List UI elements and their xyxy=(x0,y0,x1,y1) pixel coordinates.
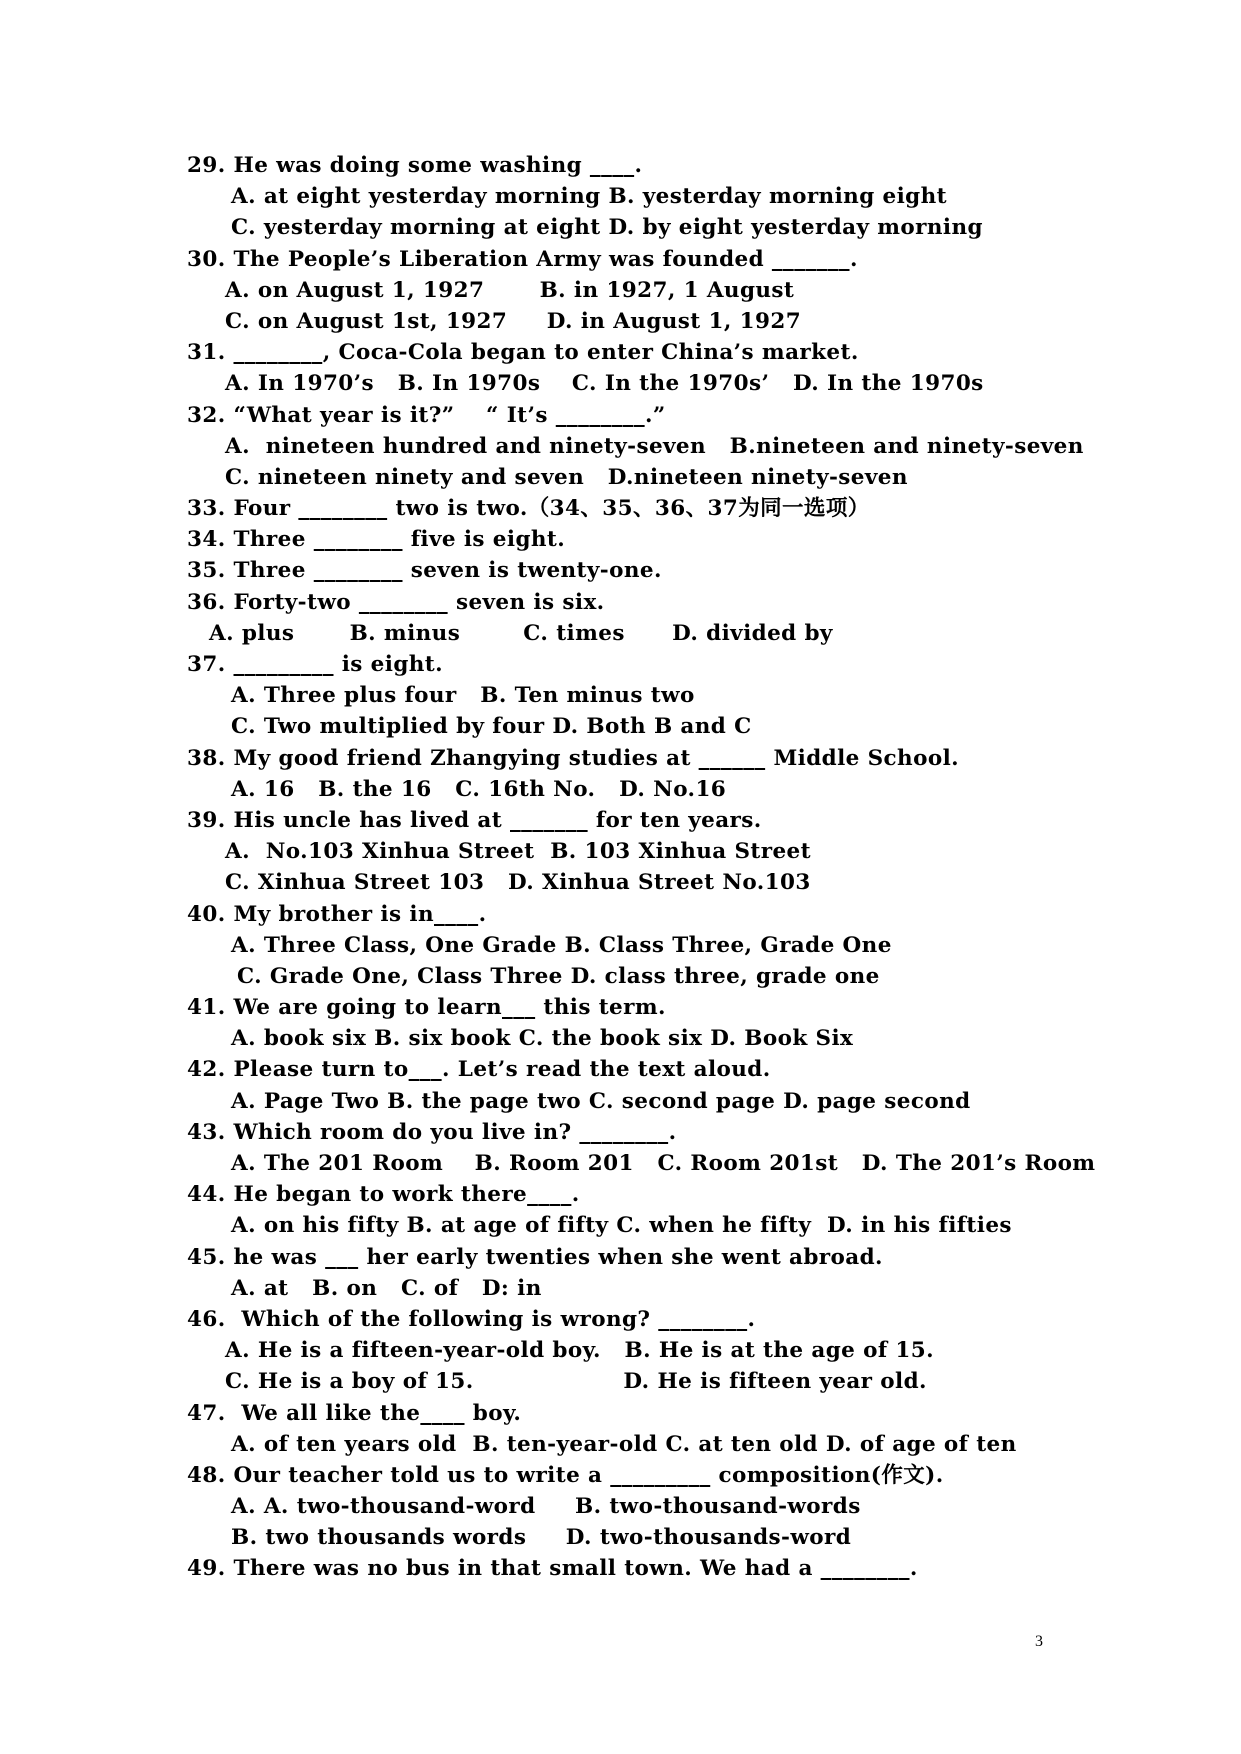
question-stem: 38. My good friend Zhangying studies at ______ Middle School. xyxy=(187,745,960,771)
question-stem: 35. Three ________ seven is twenty-one. xyxy=(187,558,662,584)
answer-options: A. Three plus four B. Ten minus two xyxy=(231,683,695,709)
answer-options: B. two thousands words D. two-thousands-word xyxy=(231,1525,852,1551)
question-stem: 31. ________, Coca-Cola began to enter China’s market. xyxy=(187,340,859,366)
question-stem: 32. “What year is it?” “ It’s ________.” xyxy=(187,402,666,428)
question-stem: 41. We are going to learn___ this term. xyxy=(187,995,666,1021)
answer-options: A. nineteen hundred and ninety-seven B.nineteen and ninety-seven xyxy=(225,433,1084,459)
answer-options: A. at eight yesterday morning B. yesterday morning eight xyxy=(231,184,947,210)
answer-options: A. on his fifty B. at age of fifty C. when he fifty D. in his fifties xyxy=(231,1213,1012,1239)
answer-options: C. Two multiplied by four D. Both B and C xyxy=(231,714,752,740)
page-number: 3 xyxy=(1035,1633,1043,1650)
answer-options: A. at B. on C. of D: in xyxy=(231,1275,542,1301)
answer-options: A. 16 B. the 16 C. 16th No. D. No.16 xyxy=(231,776,727,802)
question-stem: 42. Please turn to___. Let’s read the text aloud. xyxy=(187,1057,771,1083)
answer-options: C. on August 1st, 1927 D. in August 1, 1927 xyxy=(225,308,802,334)
question-stem: 40. My brother is in____. xyxy=(187,901,487,927)
answer-options: A. book six B. six book C. the book six D. Book Six xyxy=(231,1026,854,1052)
question-stem: 47. We all like the____ boy. xyxy=(187,1400,522,1426)
answer-options: A. on August 1, 1927 B. in 1927, 1 August xyxy=(225,277,795,303)
answer-options: C. Grade One, Class Three D. class three, grade one xyxy=(237,963,880,989)
answer-options: C. Xinhua Street 103 D. Xinhua Street No.103 xyxy=(225,870,811,896)
answer-options: A. plus B. minus C. times D. divided by xyxy=(209,620,833,646)
answer-options: A. The 201 Room B. Room 201 C. Room 201st D. The 201’s Room xyxy=(231,1151,1096,1176)
question-stem: 37. _________ is eight. xyxy=(187,652,444,677)
question-stem: 30. The People’s Liberation Army was founded _______. xyxy=(187,246,858,272)
answer-options: C. nineteen ninety and seven D.nineteen ninety-seven xyxy=(225,464,908,490)
answer-options: A. He is a fifteen-year-old boy. B. He is at the age of 15. xyxy=(225,1338,934,1364)
answer-options: C. He is a boy of 15. D. He is fifteen year old. xyxy=(225,1369,927,1395)
question-stem: 34. Three ________ five is eight. xyxy=(187,527,566,553)
question-stem: 29. He was doing some washing ____. xyxy=(187,153,643,178)
answer-options: A. In 1970’s B. In 1970s C. In the 1970s’ D. In the 1970s xyxy=(225,371,984,397)
question-stem: 43. Which room do you live in? ________. xyxy=(187,1119,677,1145)
question-stem: 48. Our teacher told us to write a _________ composition(作文). xyxy=(187,1462,944,1488)
question-list xyxy=(187,150,1187,1585)
answer-options: A. Three Class, One Grade B. Class Three, Grade One xyxy=(231,932,892,958)
answer-options: A. A. two-thousand-word B. two-thousand-words xyxy=(231,1494,861,1520)
question-stem: 45. he was ___ her early twenties when she went abroad. xyxy=(187,1244,883,1270)
question-stem: 49. There was no bus in that small town. We had a ________. xyxy=(187,1556,918,1582)
question-stem: 36. Forty-two ________ seven is six. xyxy=(187,589,605,615)
answer-options: A. of ten years old B. ten-year-old C. at ten old D. of age of ten xyxy=(231,1431,1017,1457)
answer-options: C. yesterday morning at eight D. by eight yesterday morning xyxy=(231,215,983,241)
question-stem: 33. Four ________ two is two.（34、35、36、37为同一选项） xyxy=(187,496,870,522)
question-stem: 39. His uncle has lived at _______ for ten years. xyxy=(187,807,762,833)
question-stem: 46. Which of the following is wrong? ________. xyxy=(187,1306,756,1332)
question-stem: 44. He began to work there____. xyxy=(187,1182,580,1208)
answer-options: A. Page Two B. the page two C. second page D. page second xyxy=(231,1088,971,1114)
answer-options: A. No.103 Xinhua Street B. 103 Xinhua Street xyxy=(225,839,811,865)
